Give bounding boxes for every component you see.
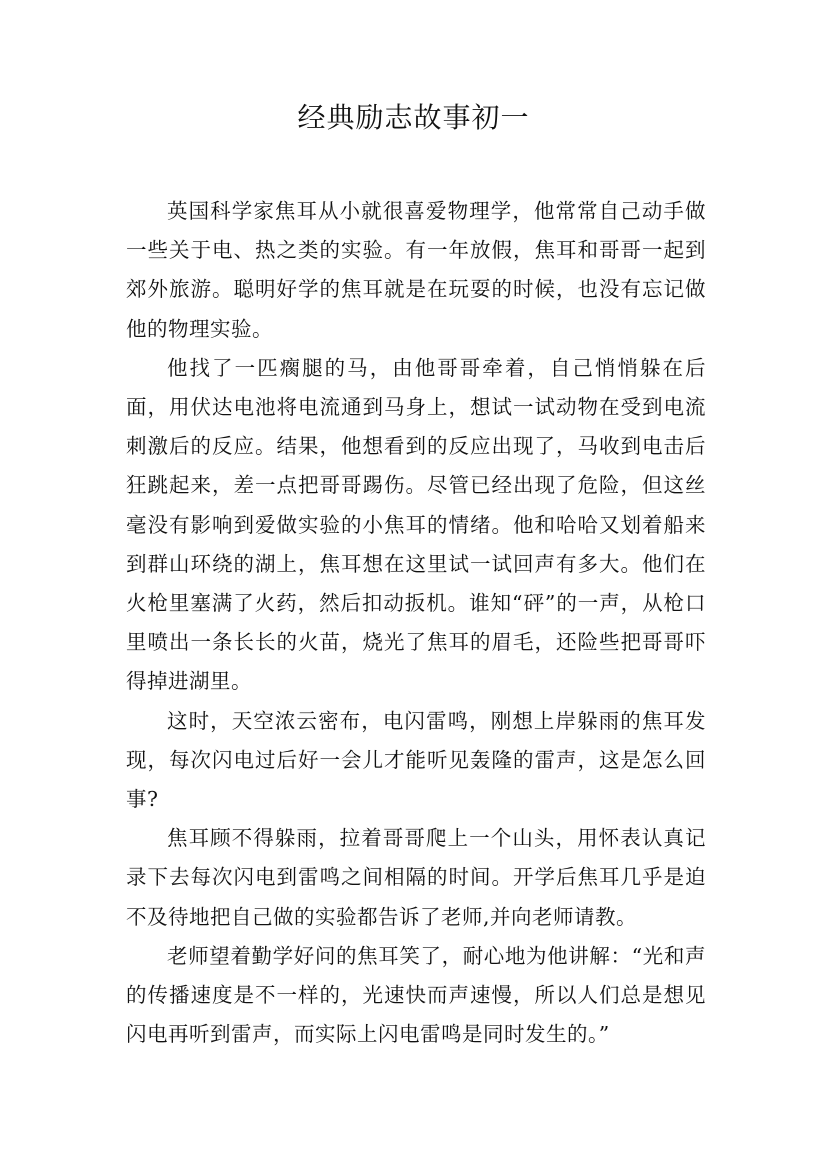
document-body <box>126 192 706 1054</box>
paragraph-2: 他找了一匹瘸腿的马，由他哥哥牵着，自己悄悄躲在后面，用伏达电池将电流通到马身上，想试一试动物在受到电流刺激后的反应。结果，他想看到的反应出现了，马收到电击后狂跳起来，差一点把哥哥踢伤。尽管已经出现了危险，但这丝毫没有影响到爱做实验的小焦耳的情绪。他和哈哈又划着船来到群山环绕的湖上，焦耳想在这里试一试回声有多大。他们在火枪里塞满了火药，然后扣动扳机。谁知“砰”的一声，从枪口里喷出一条长长的火苗，烧光了焦耳的眉毛，还险些把哥哥吓得掉进湖里。 <box>126 355 706 694</box>
document-title: 经典励志故事初一 <box>297 101 530 134</box>
paragraph-3: 这时，天空浓云密布，电闪雷鸣，刚想上岸躲雨的焦耳发现，每次闪电过后好一会儿才能听见轰隆的雷声，这是怎么回事? <box>126 708 706 812</box>
paragraph-1: 英国科学家焦耳从小就很喜爱物理学，他常常自己动手做一些关于电、热之类的实验。有一年放假，焦耳和哥哥一起到郊外旅游。聪明好学的焦耳就是在玩耍的时候，也没有忘记做他的物理实验。 <box>126 199 706 341</box>
paragraph-5: 老师望着勤学好问的焦耳笑了，耐心地为他讲解：“光和声的传播速度是不一样的，光速快而声速慢，所以人们总是想见闪电再听到雷声，而实际上闪电雷鸣是同时发生的。” <box>126 943 706 1047</box>
paragraph-4: 焦耳顾不得躲雨，拉着哥哥爬上一个山头，用怀表认真记录下去每次闪电到雷鸣之间相隔的时间。开学后焦耳几乎是迫不及待地把自己做的实验都告诉了老师,并向老师请教。 <box>126 826 706 929</box>
